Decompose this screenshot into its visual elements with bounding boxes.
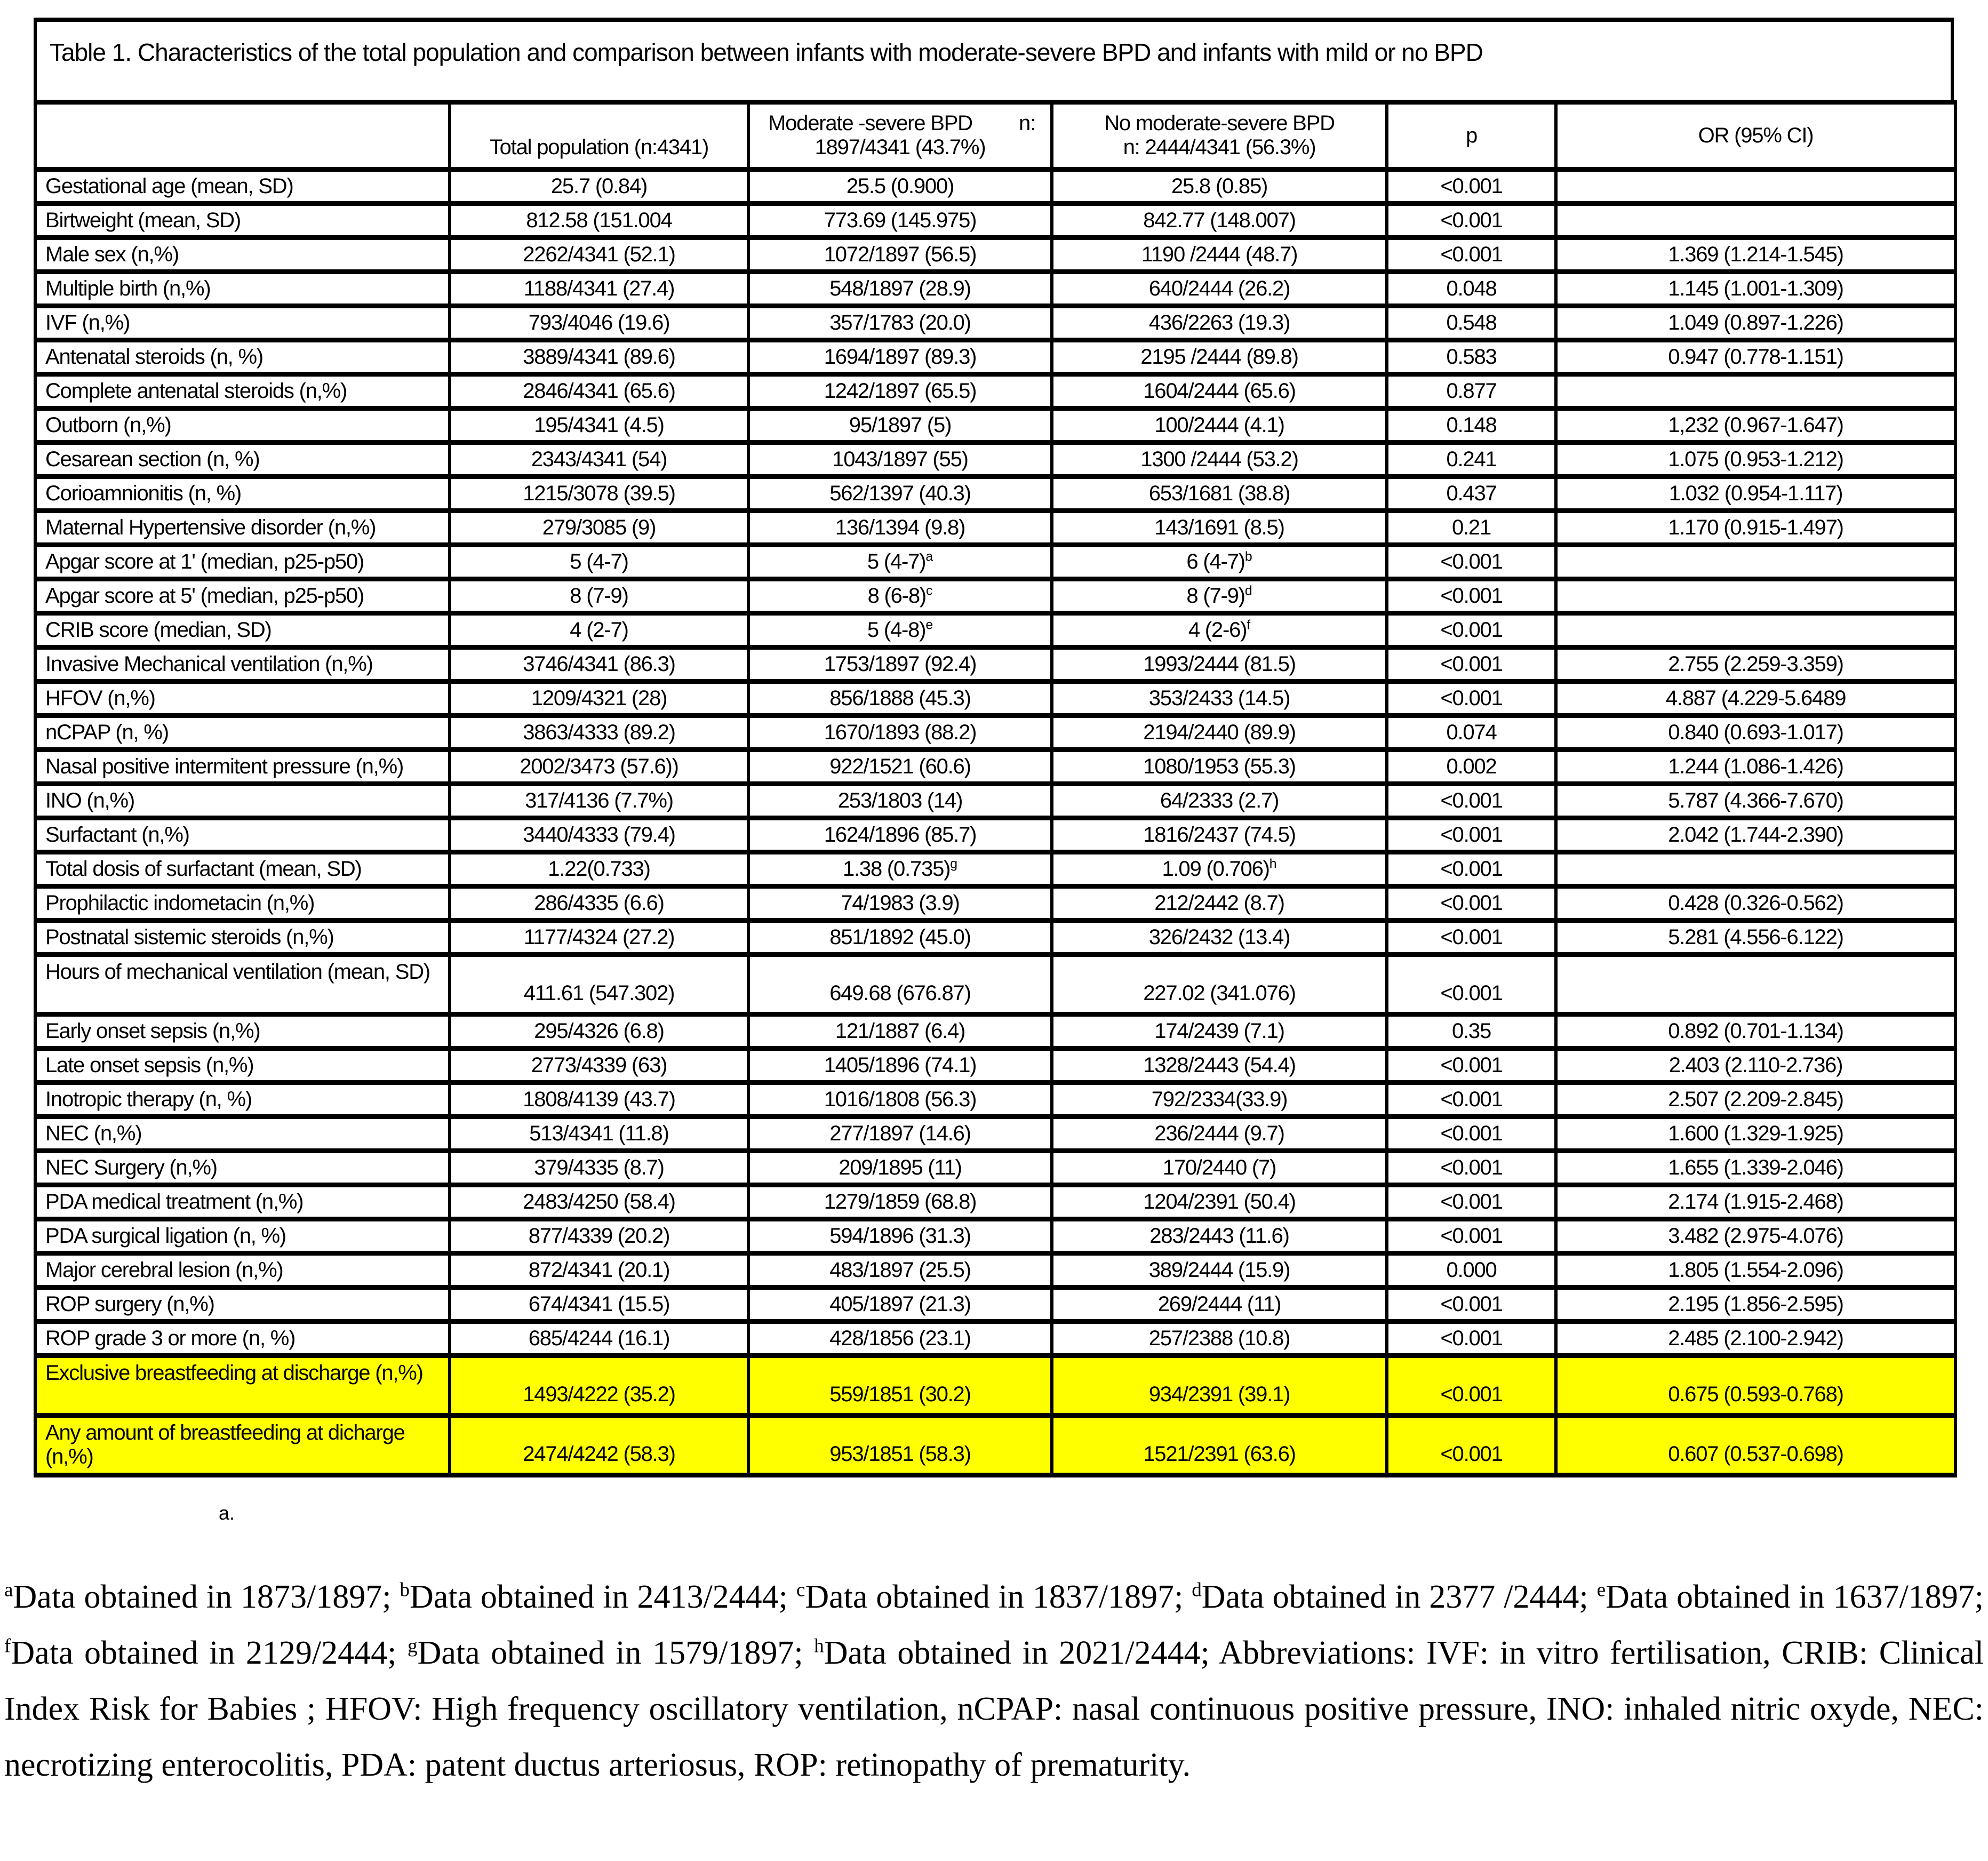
cell-moderate: 1.38 $(0.735)^g$ <box>748 852 1052 886</box>
row-label: Apgar score at 1' (median, p25-p50) <box>35 545 450 579</box>
cell-p: <0.001 <box>1387 613 1556 648</box>
cell-no-moderate: 326/2432 (13.4) <box>1052 921 1387 955</box>
footnote: $^a$Data obtained in 1873/1897; $^b$Data obtained in 2413/2444; $^c$Data obtained in 1837/1897; $^d$Data obtained in 2377 /2444; $^e$Data obtained in 1637/1897; $^f$Data obtained in 2129/2444; $^g$Data obtained in 1579/1897; $^h$Data obtained in 2021/2444; Abbreviations: IVF: in vitro fertilisation, CRIB: Clinical Index Risk for Babies ; HFOV: High frequency oscillatory ventilation, nCPAP: nasal continuous positive pressure, INO: inhaled nitric oxyde, NEC: necrotizing enterocolitis, PDA: patent ductus arteriosus, ROP: retinopathy of prematurity. <box>4 1579 1984 1783</box>
cell-p: 0.002 <box>1387 750 1556 784</box>
cell-p: <0.001 <box>1387 784 1556 818</box>
cell-p: <0.001 <box>1387 1416 1556 1475</box>
cell-p: <0.001 <box>1387 648 1556 682</box>
note-marker: a. <box>219 1502 235 1524</box>
cell-no-moderate: 170/2440 (7) <box>1052 1151 1387 1185</box>
cell-total: 1493/4222 (35.2) <box>450 1356 748 1416</box>
cell-no-moderate: 1300 /2444 (53.2) <box>1052 443 1387 477</box>
cell-no-moderate: 257/2388 (10.8) <box>1052 1322 1387 1356</box>
cell-no-moderate: 212/2442 (8.7) <box>1052 886 1387 921</box>
table-row <box>35 545 1955 579</box>
cell-moderate: 594/1896 (31.3) <box>748 1219 1052 1253</box>
cell-p: <0.001 <box>1387 1049 1556 1083</box>
cell-p: <0.001 <box>1387 204 1556 238</box>
row-label: Apgar score at 5' (median, p25-p50) <box>35 579 450 613</box>
cell-total: 379/4335 (8.7) <box>450 1151 748 1185</box>
row-label: Early onset sepsis (n,%) <box>35 1015 450 1049</box>
table-header <box>35 102 1955 170</box>
cell-or <box>1556 955 1955 1015</box>
table-row <box>35 443 1955 477</box>
cell-or: 2.195 (1.856-2.595) <box>1556 1288 1955 1322</box>
table-row <box>35 1288 1955 1322</box>
row-label: NEC Surgery (n,%) <box>35 1151 450 1185</box>
cell-or <box>1556 374 1955 409</box>
row-label: Postnatal sistemic steroids (n,%) <box>35 921 450 955</box>
cell-p: <0.001 <box>1387 579 1556 613</box>
cell-moderate: 1043/1897 (55) <box>748 443 1052 477</box>
cell-total: 8 (7-9) <box>450 579 748 613</box>
cell-total: 1.22(0.733) <box>450 852 748 886</box>
cell-no-moderate: 389/2444 (15.9) <box>1052 1253 1387 1288</box>
cell-p: <0.001 <box>1387 1151 1556 1185</box>
cell-no-moderate: 100/2444 (4.1) <box>1052 409 1387 443</box>
cell-total: 685/4244 (16.1) <box>450 1322 748 1356</box>
cell-moderate: 773.69 (145.975) <box>748 204 1052 238</box>
row-label: PDA surgical ligation (n, %) <box>35 1219 450 1253</box>
cell-or: 1.032 (0.954-1.117) <box>1556 477 1955 511</box>
table-row <box>35 204 1955 238</box>
cell-no-moderate: 8 $(7-9)^d$ <box>1052 579 1387 613</box>
cell-moderate: 277/1897 (14.6) <box>748 1117 1052 1151</box>
cell-p: 0.241 <box>1387 443 1556 477</box>
table-row <box>35 613 1955 648</box>
cell-p: <0.001 <box>1387 1356 1556 1416</box>
table-row <box>35 1151 1955 1185</box>
header-label <box>35 102 450 170</box>
row-label: ROP grade 3 or more (n, %) <box>35 1322 450 1356</box>
cell-moderate: 209/1895 (11) <box>748 1151 1052 1185</box>
header-or-ci: OR (95% CI) <box>1556 102 1955 170</box>
cell-total: 1215/3078 (39.5) <box>450 477 748 511</box>
cell-no-moderate: 1816/2437 (74.5) <box>1052 818 1387 852</box>
cell-no-moderate: 1080/1953 (55.3) <box>1052 750 1387 784</box>
cell-moderate: 856/1888 (45.3) <box>748 682 1052 716</box>
cell-total: 674/4341 (15.5) <box>450 1288 748 1322</box>
table-row <box>35 1322 1955 1356</box>
table-row <box>35 818 1955 852</box>
table-row <box>35 682 1955 716</box>
row-label: Exclusive breastfeeding at discharge (n,%) <box>35 1356 450 1416</box>
row-label: ROP surgery (n,%) <box>35 1288 450 1322</box>
cell-no-moderate: 143/1691 (8.5) <box>1052 511 1387 545</box>
cell-moderate: 1016/1808 (56.3) <box>748 1083 1052 1117</box>
header-row <box>35 102 1955 170</box>
row-label: Nasal positive intermitent pressure (n,%) <box>35 750 450 784</box>
cell-p: 0.074 <box>1387 716 1556 750</box>
cell-or: 1.075 (0.953-1.212) <box>1556 443 1955 477</box>
table-row <box>35 1219 1955 1253</box>
row-label: Birtweight (mean, SD) <box>35 204 450 238</box>
cell-no-moderate: 1204/2391 (50.4) <box>1052 1185 1387 1219</box>
header-no-moderate-line2: n: 2444/4341 (56.3%) <box>1123 135 1316 159</box>
cell-or: 0.947 (0.778-1.151) <box>1556 340 1955 374</box>
header-no-moderate-line1: No moderate-severe BPD <box>1104 111 1335 135</box>
cell-total: 3889/4341 (89.6) <box>450 340 748 374</box>
cell-or: 0.428 (0.326-0.562) <box>1556 886 1955 921</box>
cell-no-moderate: 842.77 (148.007) <box>1052 204 1387 238</box>
header-p-value: p <box>1387 102 1556 170</box>
row-label: PDA medical treatment (n,%) <box>35 1185 450 1219</box>
cell-no-moderate: 4 $(2-6)^f$ <box>1052 613 1387 648</box>
table-row <box>35 886 1955 921</box>
cell-or <box>1556 613 1955 648</box>
header-moderate-n: n: <box>1019 111 1035 135</box>
cell-total: 4 (2-7) <box>450 613 748 648</box>
row-label: Antenatal steroids (n, %) <box>35 340 450 374</box>
table-row <box>35 306 1955 340</box>
table-row <box>35 170 1955 204</box>
cell-no-moderate: 227.02 (341.076) <box>1052 955 1387 1015</box>
cell-moderate: 1624/1896 (85.7) <box>748 818 1052 852</box>
cell-moderate: 74/1983 (3.9) <box>748 886 1052 921</box>
cell-no-moderate: 640/2444 (26.2) <box>1052 272 1387 306</box>
cell-total: 5 (4-7) <box>450 545 748 579</box>
table-row <box>35 238 1955 272</box>
cell-total: 1188/4341 (27.4) <box>450 272 748 306</box>
cell-or: 3.482 (2.975-4.076) <box>1556 1219 1955 1253</box>
cell-or: 2.174 (1.915-2.468) <box>1556 1185 1955 1219</box>
cell-total: 2002/3473 (57.6)) <box>450 750 748 784</box>
cell-moderate: 136/1394 (9.8) <box>748 511 1052 545</box>
table-row <box>35 1083 1955 1117</box>
table-row <box>35 716 1955 750</box>
cell-no-moderate: 1328/2443 (54.4) <box>1052 1049 1387 1083</box>
table-row <box>35 852 1955 886</box>
cell-total: 3746/4341 (86.3) <box>450 648 748 682</box>
cell-or <box>1556 204 1955 238</box>
cell-moderate: 548/1897 (28.9) <box>748 272 1052 306</box>
cell-moderate: 1694/1897 (89.3) <box>748 340 1052 374</box>
table-row <box>35 1253 1955 1288</box>
page <box>0 18 1988 1861</box>
cell-no-moderate: 1190 /2444 (48.7) <box>1052 238 1387 272</box>
row-label: Any amount of breastfeeding at dicharge (n,%) <box>35 1416 450 1475</box>
cell-no-moderate: 25.8 (0.85) <box>1052 170 1387 204</box>
cell-total: 3440/4333 (79.4) <box>450 818 748 852</box>
cell-p: <0.001 <box>1387 1083 1556 1117</box>
cell-or: 1.655 (1.339-2.046) <box>1556 1151 1955 1185</box>
cell-p: <0.001 <box>1387 921 1556 955</box>
cell-no-moderate: 174/2439 (7.1) <box>1052 1015 1387 1049</box>
cell-p: <0.001 <box>1387 682 1556 716</box>
cell-moderate: 1670/1893 (88.2) <box>748 716 1052 750</box>
cell-moderate: 562/1397 (40.3) <box>748 477 1052 511</box>
cell-total: 317/4136 (7.7%) <box>450 784 748 818</box>
cell-p: 0.048 <box>1387 272 1556 306</box>
cell-or: 1.145 (1.001-1.309) <box>1556 272 1955 306</box>
row-label: Maternal Hypertensive disorder (n,%) <box>35 511 450 545</box>
cell-total: 2262/4341 (52.1) <box>450 238 748 272</box>
cell-p: <0.001 <box>1387 852 1556 886</box>
cell-total: 1209/4321 (28) <box>450 682 748 716</box>
cell-no-moderate: 934/2391 (39.1) <box>1052 1356 1387 1416</box>
cell-or <box>1556 579 1955 613</box>
cell-no-moderate: 283/2443 (11.6) <box>1052 1219 1387 1253</box>
cell-moderate: 8 $(6-8)^c$ <box>748 579 1052 613</box>
table-row <box>35 1185 1955 1219</box>
cell-or: 0.675 (0.593-0.768) <box>1556 1356 1955 1416</box>
table-row <box>35 784 1955 818</box>
table-body <box>35 170 1955 1475</box>
cell-or: 1.170 (0.915-1.497) <box>1556 511 1955 545</box>
cell-moderate: 1753/1897 (92.4) <box>748 648 1052 682</box>
table-row <box>35 1416 1955 1475</box>
cell-or <box>1556 852 1955 886</box>
cell-no-moderate: 269/2444 (11) <box>1052 1288 1387 1322</box>
cell-p: 0.21 <box>1387 511 1556 545</box>
cell-moderate: 121/1887 (6.4) <box>748 1015 1052 1049</box>
cell-or: 5.787 (4.366-7.670) <box>1556 784 1955 818</box>
cell-total: 1177/4324 (27.2) <box>450 921 748 955</box>
cell-total: 295/4326 (6.8) <box>450 1015 748 1049</box>
cell-total: 2483/4250 (58.4) <box>450 1185 748 1219</box>
cell-moderate: 953/1851 (58.3) <box>748 1416 1052 1475</box>
table-row <box>35 648 1955 682</box>
cell-moderate: 922/1521 (60.6) <box>748 750 1052 784</box>
cell-p: <0.001 <box>1387 1185 1556 1219</box>
header-moderate-severe-bpd <box>748 102 1052 170</box>
cell-p: <0.001 <box>1387 886 1556 921</box>
table-row <box>35 409 1955 443</box>
cell-moderate: 649.68 (676.87) <box>748 955 1052 1015</box>
cell-or: 4.887 (4.229-5.6489 <box>1556 682 1955 716</box>
cell-or: 0.840 (0.693-1.017) <box>1556 716 1955 750</box>
cell-p: <0.001 <box>1387 545 1556 579</box>
cell-total: 513/4341 (11.8) <box>450 1117 748 1151</box>
cell-p: <0.001 <box>1387 1288 1556 1322</box>
cell-moderate: 1405/1896 (74.1) <box>748 1049 1052 1083</box>
cell-or: 2.755 (2.259-3.359) <box>1556 648 1955 682</box>
cell-moderate: 1072/1897 (56.5) <box>748 238 1052 272</box>
cell-no-moderate: 653/1681 (38.8) <box>1052 477 1387 511</box>
cell-p: 0.35 <box>1387 1015 1556 1049</box>
table-row <box>35 340 1955 374</box>
cell-p: 0.148 <box>1387 409 1556 443</box>
cell-no-moderate: 2195 /2444 (89.8) <box>1052 340 1387 374</box>
cell-moderate: 5 $(4-7)^a$ <box>748 545 1052 579</box>
table-row <box>35 921 1955 955</box>
row-label: Multiple birth (n,%) <box>35 272 450 306</box>
row-label: INO (n,%) <box>35 784 450 818</box>
cell-p: <0.001 <box>1387 955 1556 1015</box>
cell-or <box>1556 545 1955 579</box>
cell-total: 812.58 (151.004 <box>450 204 748 238</box>
cell-p: 0.000 <box>1387 1253 1556 1288</box>
row-label: NEC (n,%) <box>35 1117 450 1151</box>
cell-p: 0.548 <box>1387 306 1556 340</box>
table-row <box>35 1049 1955 1083</box>
header-moderate-line2: 1897/4341 (43.7%) <box>815 135 986 159</box>
table-row <box>35 272 1955 306</box>
cell-no-moderate: 1604/2444 (65.6) <box>1052 374 1387 409</box>
cell-p: <0.001 <box>1387 1117 1556 1151</box>
cell-p: 0.437 <box>1387 477 1556 511</box>
cell-no-moderate: 64/2333 (2.7) <box>1052 784 1387 818</box>
row-label: Late onset sepsis (n,%) <box>35 1049 450 1083</box>
cell-p: <0.001 <box>1387 238 1556 272</box>
table-row <box>35 1015 1955 1049</box>
row-label: nCPAP (n, %) <box>35 716 450 750</box>
cell-total: 2773/4339 (63) <box>450 1049 748 1083</box>
cell-moderate: 1242/1897 (65.5) <box>748 374 1052 409</box>
cell-moderate: 95/1897 (5) <box>748 409 1052 443</box>
table-row <box>35 1356 1955 1416</box>
cell-or: 2.042 (1.744-2.390) <box>1556 818 1955 852</box>
table-row <box>35 750 1955 784</box>
cell-total: 286/4335 (6.6) <box>450 886 748 921</box>
cell-p: 0.877 <box>1387 374 1556 409</box>
cell-no-moderate: 236/2444 (9.7) <box>1052 1117 1387 1151</box>
row-label: Male sex (n,%) <box>35 238 450 272</box>
cell-total: 1808/4139 (43.7) <box>450 1083 748 1117</box>
cell-total: 877/4339 (20.2) <box>450 1219 748 1253</box>
row-label: Hours of mechanical ventilation (mean, SD) <box>35 955 450 1015</box>
cell-no-moderate: 792/2334(33.9) <box>1052 1083 1387 1117</box>
table-row <box>35 511 1955 545</box>
cell-or: 1.049 (0.897-1.226) <box>1556 306 1955 340</box>
row-label: Corioamnionitis (n, %) <box>35 477 450 511</box>
table-row <box>35 955 1955 1015</box>
row-label: Invasive Mechanical ventilation (n,%) <box>35 648 450 682</box>
data-table <box>34 100 1957 1477</box>
cell-total: 279/3085 (9) <box>450 511 748 545</box>
row-label: IVF (n,%) <box>35 306 450 340</box>
cell-moderate: 253/1803 (14) <box>748 784 1052 818</box>
cell-moderate: 428/1856 (23.1) <box>748 1322 1052 1356</box>
row-label: CRIB score (median, SD) <box>35 613 450 648</box>
table-row <box>35 477 1955 511</box>
cell-total: 872/4341 (20.1) <box>450 1253 748 1288</box>
cell-moderate: 5 $(4-8)^e$ <box>748 613 1052 648</box>
row-label: Complete antenatal steroids (n,%) <box>35 374 450 409</box>
cell-moderate: 851/1892 (45.0) <box>748 921 1052 955</box>
row-label: Major cerebral lesion (n,%) <box>35 1253 450 1288</box>
cell-total: 3863/4333 (89.2) <box>450 716 748 750</box>
cell-or: 1.244 (1.086-1.426) <box>1556 750 1955 784</box>
cell-total: 2474/4242 (58.3) <box>450 1416 748 1475</box>
row-label: Gestational age (mean, SD) <box>35 170 450 204</box>
cell-no-moderate: 1.09 $(0.706)^h$ <box>1052 852 1387 886</box>
cell-moderate: 25.5 (0.900) <box>748 170 1052 204</box>
cell-moderate: 559/1851 (30.2) <box>748 1356 1052 1416</box>
cell-moderate: 357/1783 (20.0) <box>748 306 1052 340</box>
cell-p: <0.001 <box>1387 1219 1556 1253</box>
cell-no-moderate: 1993/2444 (81.5) <box>1052 648 1387 682</box>
cell-total: 411.61 (547.302) <box>450 955 748 1015</box>
cell-p: <0.001 <box>1387 818 1556 852</box>
cell-or <box>1556 170 1955 204</box>
row-label: HFOV (n,%) <box>35 682 450 716</box>
cell-or: 1.600 (1.329-1.925) <box>1556 1117 1955 1151</box>
header-no-moderate-severe-bpd <box>1052 102 1387 170</box>
cell-no-moderate: 353/2433 (14.5) <box>1052 682 1387 716</box>
cell-no-moderate: 2194/2440 (89.9) <box>1052 716 1387 750</box>
cell-or: 1,232 (0.967-1.647) <box>1556 409 1955 443</box>
cell-or: 1.805 (1.554-2.096) <box>1556 1253 1955 1288</box>
cell-total: 2343/4341 (54) <box>450 443 748 477</box>
cell-or: 5.281 (4.556-6.122) <box>1556 921 1955 955</box>
cell-total: 195/4341 (4.5) <box>450 409 748 443</box>
cell-p: <0.001 <box>1387 1322 1556 1356</box>
cell-no-moderate: 6 $(4-7)^b$ <box>1052 545 1387 579</box>
cell-moderate: 405/1897 (21.3) <box>748 1288 1052 1322</box>
row-label: Surfactant (n,%) <box>35 818 450 852</box>
cell-total: 25.7 (0.84) <box>450 170 748 204</box>
cell-total: 793/4046 (19.6) <box>450 306 748 340</box>
cell-moderate: 1279/1859 (68.8) <box>748 1185 1052 1219</box>
cell-or: 0.607 (0.537-0.698) <box>1556 1416 1955 1475</box>
header-moderate-line1: Moderate -severe BPD <box>768 111 972 135</box>
cell-or: 2.485 (2.100-2.942) <box>1556 1322 1955 1356</box>
cell-or: 2.403 (2.110-2.736) <box>1556 1049 1955 1083</box>
row-label: Total dosis of surfactant (mean, SD) <box>35 852 450 886</box>
table-row <box>35 579 1955 613</box>
cell-or: 1.369 (1.214-1.545) <box>1556 238 1955 272</box>
cell-no-moderate: 436/2263 (19.3) <box>1052 306 1387 340</box>
cell-no-moderate: 1521/2391 (63.6) <box>1052 1416 1387 1475</box>
cell-total: 2846/4341 (65.6) <box>450 374 748 409</box>
row-label: Prophilactic indometacin (n,%) <box>35 886 450 921</box>
table-row <box>35 374 1955 409</box>
row-label: Cesarean section (n, %) <box>35 443 450 477</box>
cell-p: 0.583 <box>1387 340 1556 374</box>
row-label: Inotropic therapy (n, %) <box>35 1083 450 1117</box>
row-label: Outborn (n,%) <box>35 409 450 443</box>
cell-or: 0.892 (0.701-1.134) <box>1556 1015 1955 1049</box>
cell-p: <0.001 <box>1387 170 1556 204</box>
cell-or: 2.507 (2.209-2.845) <box>1556 1083 1955 1117</box>
table-title: Table 1. Characteristics of the total population and comparison between infants with moderate-severe BPD and infants with mild or no BPD <box>34 18 1954 100</box>
table-row <box>35 1117 1955 1151</box>
characteristics-table <box>34 18 1954 1477</box>
cell-moderate: 483/1897 (25.5) <box>748 1253 1052 1288</box>
header-total-population: Total population (n:4341) <box>450 102 748 170</box>
